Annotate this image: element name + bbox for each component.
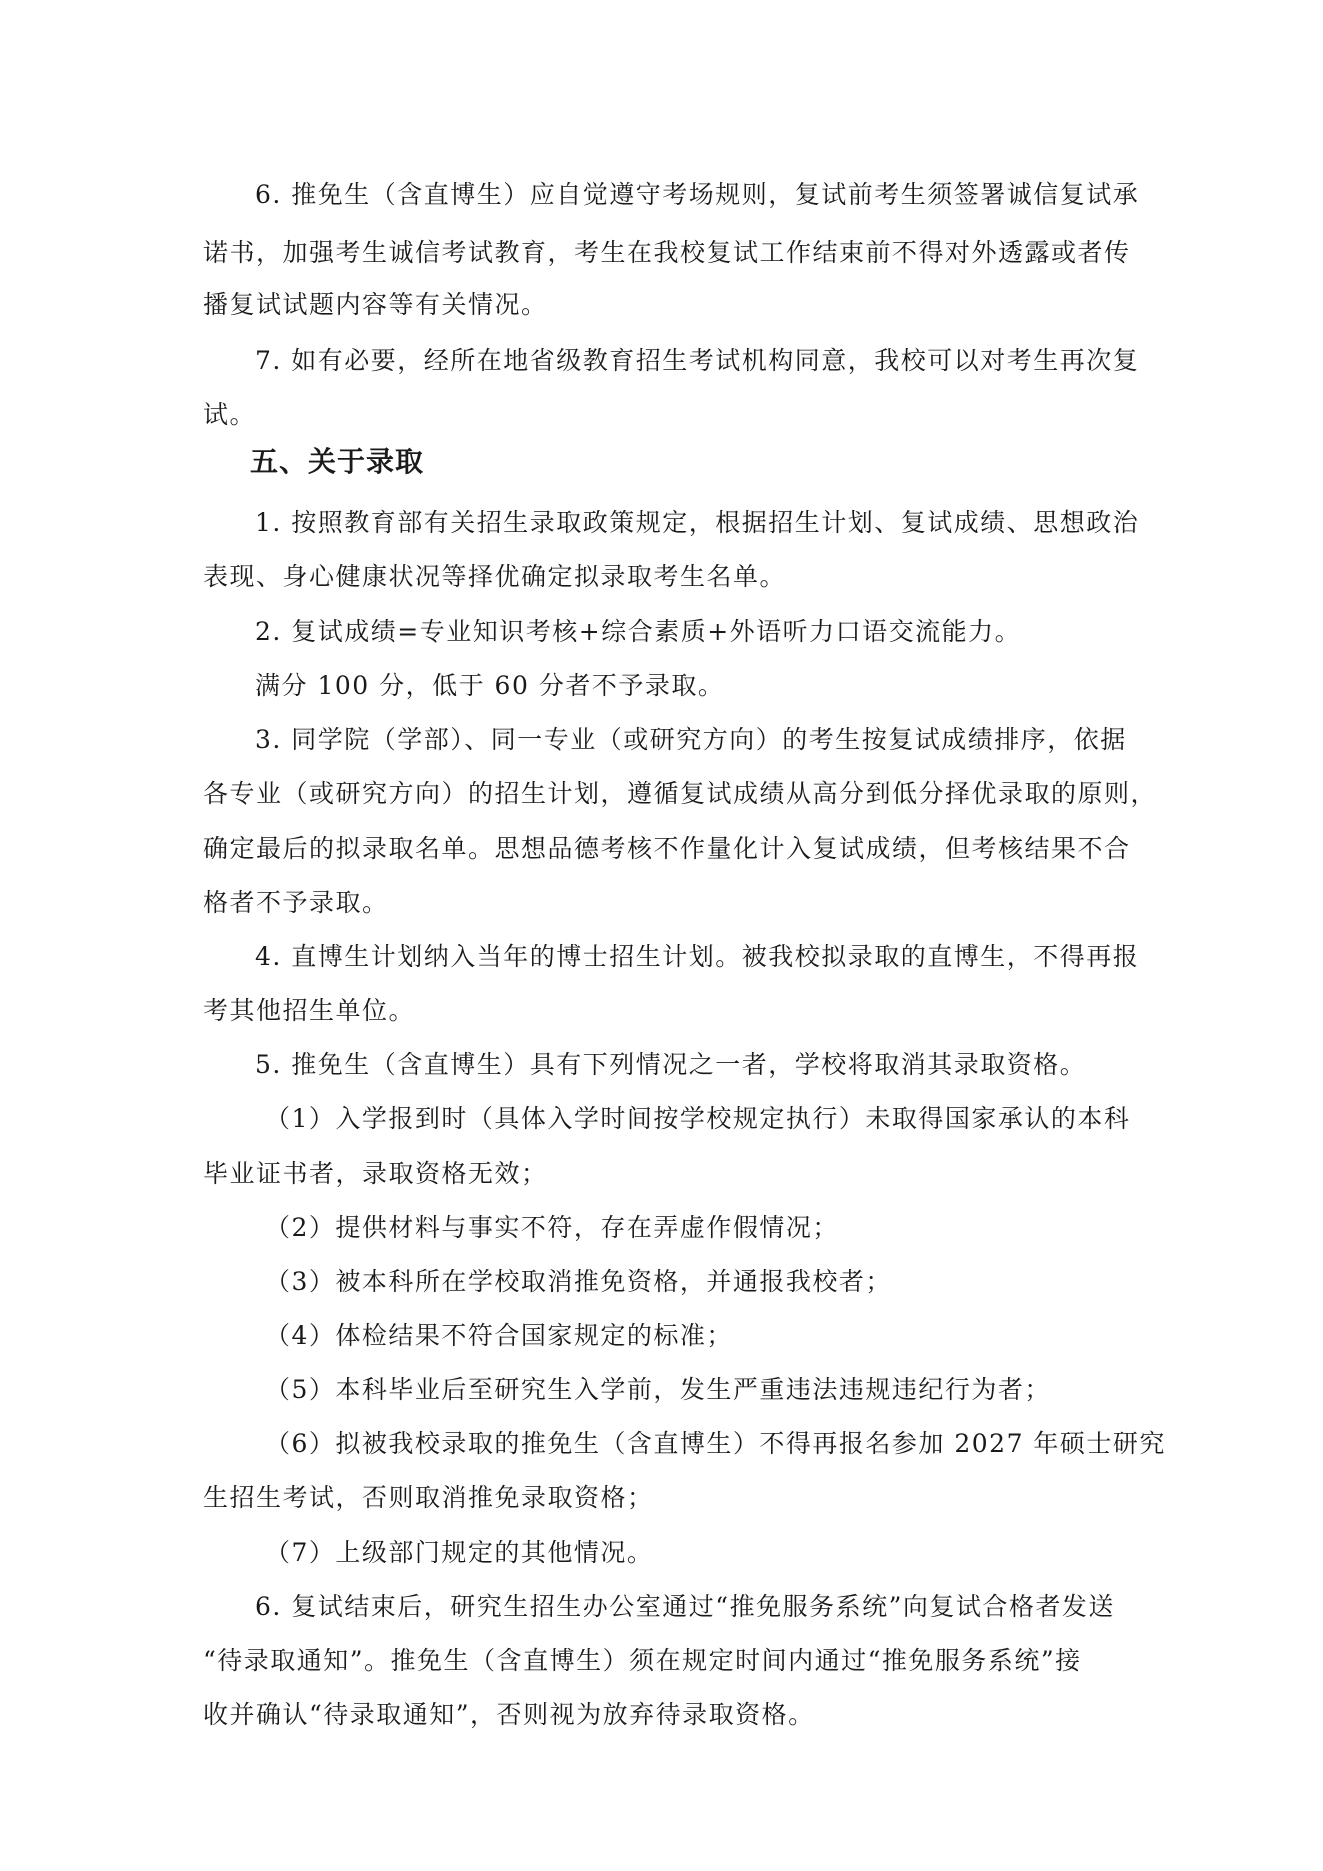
section-heading: 五、关于录取 bbox=[250, 445, 425, 478]
admission-item-3-line-2: 各专业（或研究方向）的招生计划，遵循复试成绩从高分到低分择优录取的原则， bbox=[203, 779, 1158, 808]
admission-item-2-line-1: 2. 复试成绩=专业知识考核+综合素质+外语听力口语交流能力。 bbox=[255, 617, 1022, 646]
admission-item-3-line-3: 确定最后的拟录取名单。思想品德考核不作量化计入复试成绩，但考核结果不合 bbox=[203, 834, 1131, 863]
sub-item-6-line-1: （6）拟被我校录取的推免生（含直博生）不得再报名参加 2027 年硕士研究 bbox=[265, 1429, 1166, 1458]
item-6-line-3: 播复试试题内容等有关情况。 bbox=[203, 290, 548, 319]
sub-item-4: （4）体检结果不符合国家规定的标准； bbox=[265, 1321, 733, 1350]
admission-item-6-line-3: 收并确认“待录取通知”，否则视为放弃待录取资格。 bbox=[203, 1700, 815, 1729]
admission-item-5-line-1: 5. 推免生（含直博生）具有下列情况之一者，学校将取消其录取资格。 bbox=[255, 1050, 1087, 1079]
admission-item-3-line-1: 3. 同学院（学部）、同一专业（或研究方向）的考生按复试成绩排序，依据 bbox=[255, 725, 1127, 754]
admission-item-6-line-2: “待录取通知”。推免生（含直博生）须在规定时间内通过“推免服务系统”接 bbox=[203, 1646, 1082, 1675]
admission-item-4-line-1: 4. 直博生计划纳入当年的博士招生计划。被我校拟录取的直博生，不得再报 bbox=[255, 942, 1140, 971]
item-7-line-1: 7. 如有必要，经所在地省级教育招生考试机构同意，我校可以对考生再次复 bbox=[255, 346, 1140, 375]
sub-item-1-line-1: （1）入学报到时（具体入学时间按学校规定执行）未取得国家承认的本科 bbox=[265, 1104, 1131, 1133]
admission-item-6-line-1: 6. 复试结束后，研究生招生办公室通过“推免服务系统”向复试合格者发送 bbox=[255, 1592, 1115, 1621]
admission-item-1-line-1: 1. 按照教育部有关招生录取政策规定，根据招生计划、复试成绩、思想政治 bbox=[255, 508, 1140, 537]
sub-item-5: （5）本科毕业后至研究生入学前，发生严重违法违规违纪行为者； bbox=[265, 1375, 1051, 1404]
admission-item-2-line-2: 满分 100 分，低于 60 分者不予录取。 bbox=[255, 671, 725, 700]
sub-item-2: （2）提供材料与事实不符，存在弄虚作假情况； bbox=[265, 1213, 839, 1242]
admission-item-3-line-4: 格者不予录取。 bbox=[203, 888, 389, 917]
admission-item-4-line-2: 考其他招生单位。 bbox=[203, 996, 416, 1025]
sub-item-1-line-2: 毕业证书者，录取资格无效； bbox=[203, 1159, 548, 1188]
sub-item-3: （3）被本科所在学校取消推免资格，并通报我校者； bbox=[265, 1267, 892, 1296]
item-7-line-2: 试。 bbox=[203, 400, 257, 429]
sub-item-6-line-2: 生招生考试，否则取消推免录取资格； bbox=[203, 1483, 654, 1512]
admission-item-1-line-2: 表现、身心健康状况等择优确定拟录取考生名单。 bbox=[203, 562, 787, 591]
item-6-line-2: 诺书，加强考生诚信考试教育，考生在我校复试工作结束前不得对外透露或者传 bbox=[203, 238, 1131, 267]
sub-item-7: （7）上级部门规定的其他情况。 bbox=[265, 1538, 654, 1567]
item-6-line-1: 6. 推免生（含直博生）应自觉遵守考场规则，复试前考生须签署诚信复试承 bbox=[255, 180, 1140, 209]
